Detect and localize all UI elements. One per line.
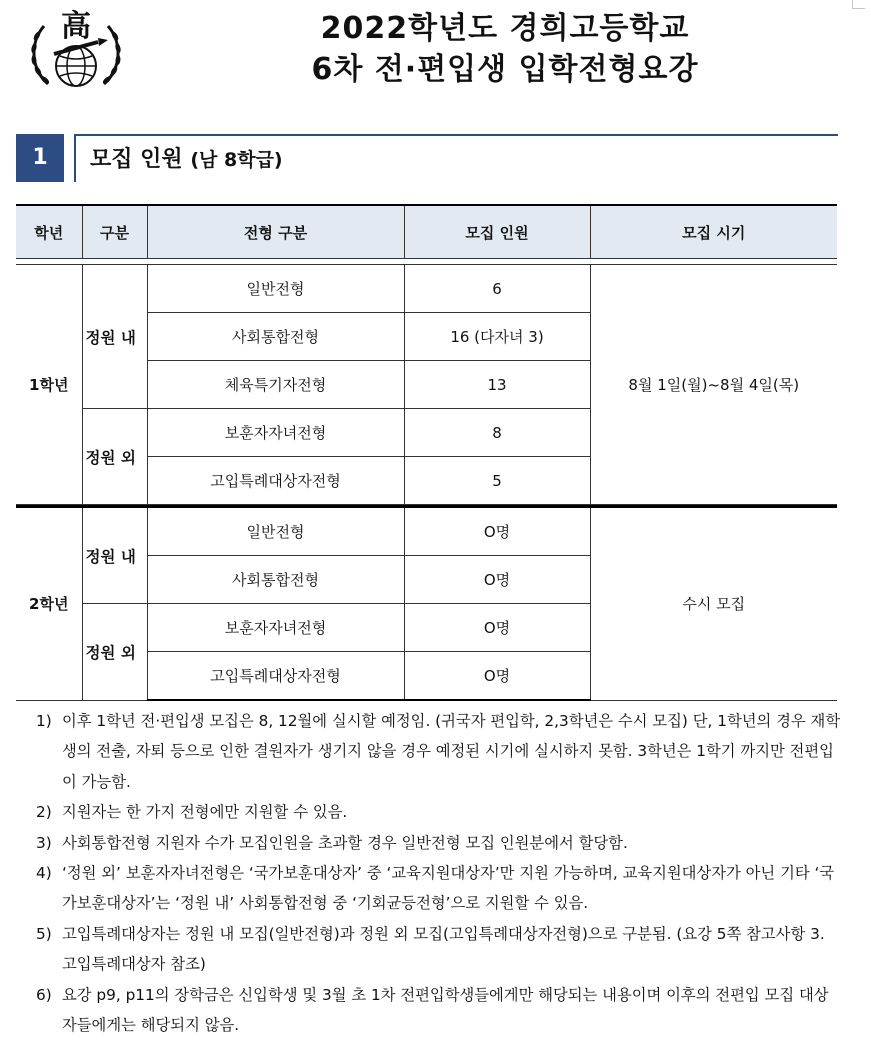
note-number: 3): [36, 833, 52, 852]
note-item: [36, 980, 841, 1041]
note-item: [36, 858, 841, 919]
note-item: [36, 828, 841, 858]
grade2-cell: 2학년: [16, 507, 82, 701]
count-cell: 8: [404, 409, 590, 457]
note-text: 요강 p9, p11의 장학금은 신입학생 및 3월 초 1차 전편입학생들에게만 해당되는 내용이며 이후의 전편입 모집 대상자들에게는 해당되지 않음.: [62, 985, 829, 1035]
note-item: [36, 797, 841, 827]
type-cell: 보훈자자녀전형: [147, 409, 404, 457]
grade2-out-quota: 정원 외: [82, 604, 147, 701]
recruitment-table: [16, 204, 837, 701]
count-cell: 6: [404, 265, 590, 313]
table-header-row: [16, 205, 837, 259]
note-text: 고입특례대상자는 정원 내 모집(일반전형)과 정원 외 모집(고입특례대상자전형)으로 구분됨. (요강 5쪽 참고사항 3. 고입특례대상자 참조): [62, 924, 825, 974]
count-cell: 16 (다자녀 3): [404, 313, 590, 361]
note-number: 6): [36, 985, 52, 1004]
header-count: 모집 인원: [404, 205, 590, 259]
type-cell: 고입특례대상자전형: [147, 652, 404, 701]
grade2-period: 수시 모집: [590, 507, 837, 701]
emblem-char: 高: [61, 9, 91, 44]
type-cell: 보훈자자녀전형: [147, 604, 404, 652]
grade1-in-quota: 정원 내: [82, 265, 147, 409]
header-division: 구분: [82, 205, 147, 259]
title-line-2: 6차 전·편입생 입학전형요강: [311, 52, 699, 87]
count-cell: O명: [404, 507, 590, 556]
section-rule-left: [74, 134, 76, 182]
header-type: 전형 구분: [147, 205, 404, 259]
count-cell: 13: [404, 361, 590, 409]
note-number: 4): [36, 864, 52, 883]
table-row: [16, 265, 837, 313]
note-text: 지원자는 한 가지 전형에만 지원할 수 있음.: [62, 803, 348, 822]
note-number: 5): [36, 924, 52, 943]
note-item: [36, 919, 841, 980]
type-cell: 사회통합전형: [147, 556, 404, 604]
header-period: 모집 시기: [590, 205, 837, 259]
grade2-in-quota: 정원 내: [82, 507, 147, 604]
section-title: [90, 142, 283, 173]
school-emblem-logo: [26, 6, 126, 92]
section-subtitle: (남 8학급): [190, 149, 283, 171]
type-cell: 일반전형: [147, 265, 404, 313]
type-cell: 일반전형: [147, 507, 404, 556]
note-text: ‘정원 외’ 보훈자자녀전형은 ‘국가보훈대상자’ 중 ‘교육지원대상자’만 지원 가능하며, 교육지원대상자가 아닌 기타 ‘국가보훈대상자’는 ‘정원 내’ 사회통합전형 중 ‘기회균등전형’으로 지원할 수 있음.: [62, 864, 835, 913]
note-number: 2): [36, 803, 52, 822]
section-number: 1: [16, 134, 64, 182]
grade1-out-quota: 정원 외: [82, 409, 147, 505]
count-cell: O명: [404, 556, 590, 604]
type-cell: 사회통합전형: [147, 313, 404, 361]
type-cell: 고입특례대상자전형: [147, 457, 404, 505]
section-title-text: 모집 인원: [90, 147, 183, 172]
count-cell: O명: [404, 652, 590, 701]
table-row: [16, 507, 837, 556]
grade1-cell: 1학년: [16, 265, 82, 505]
note-number: 1): [36, 712, 52, 730]
grade1-period: 8월 1일(월)~8월 4일(목): [590, 265, 837, 505]
count-cell: O명: [404, 604, 590, 652]
note-text: 사회통합전형 지원자 수가 모집인원을 초과할 경우 일반전형 모집 인원분에서 할당함.: [62, 833, 628, 852]
type-cell: 체육특기자전형: [147, 361, 404, 409]
section-header: [16, 134, 838, 182]
note-item: [36, 706, 841, 797]
count-cell: 5: [404, 457, 590, 505]
section-rule-top: [74, 134, 838, 136]
title-line-1: 2022학년도 경희고등학교: [320, 11, 690, 46]
note-text: 이후 1학년 전·편입생 모집은 8, 12월에 실시할 예정임. (귀국자 편입학, 2,3학년은 수시 모집) 단, 1학년의 경우 재학생의 전출, 자퇴 등으로 인한 결원자가 생기지 않을 경우 예정된 시기에 실시하지 못함. 3학년은 1학기 까지만 전편입이 가능함.: [62, 712, 841, 791]
document-title: [150, 8, 860, 90]
notes-list: [36, 706, 841, 1040]
header-grade: 학년: [16, 205, 82, 259]
